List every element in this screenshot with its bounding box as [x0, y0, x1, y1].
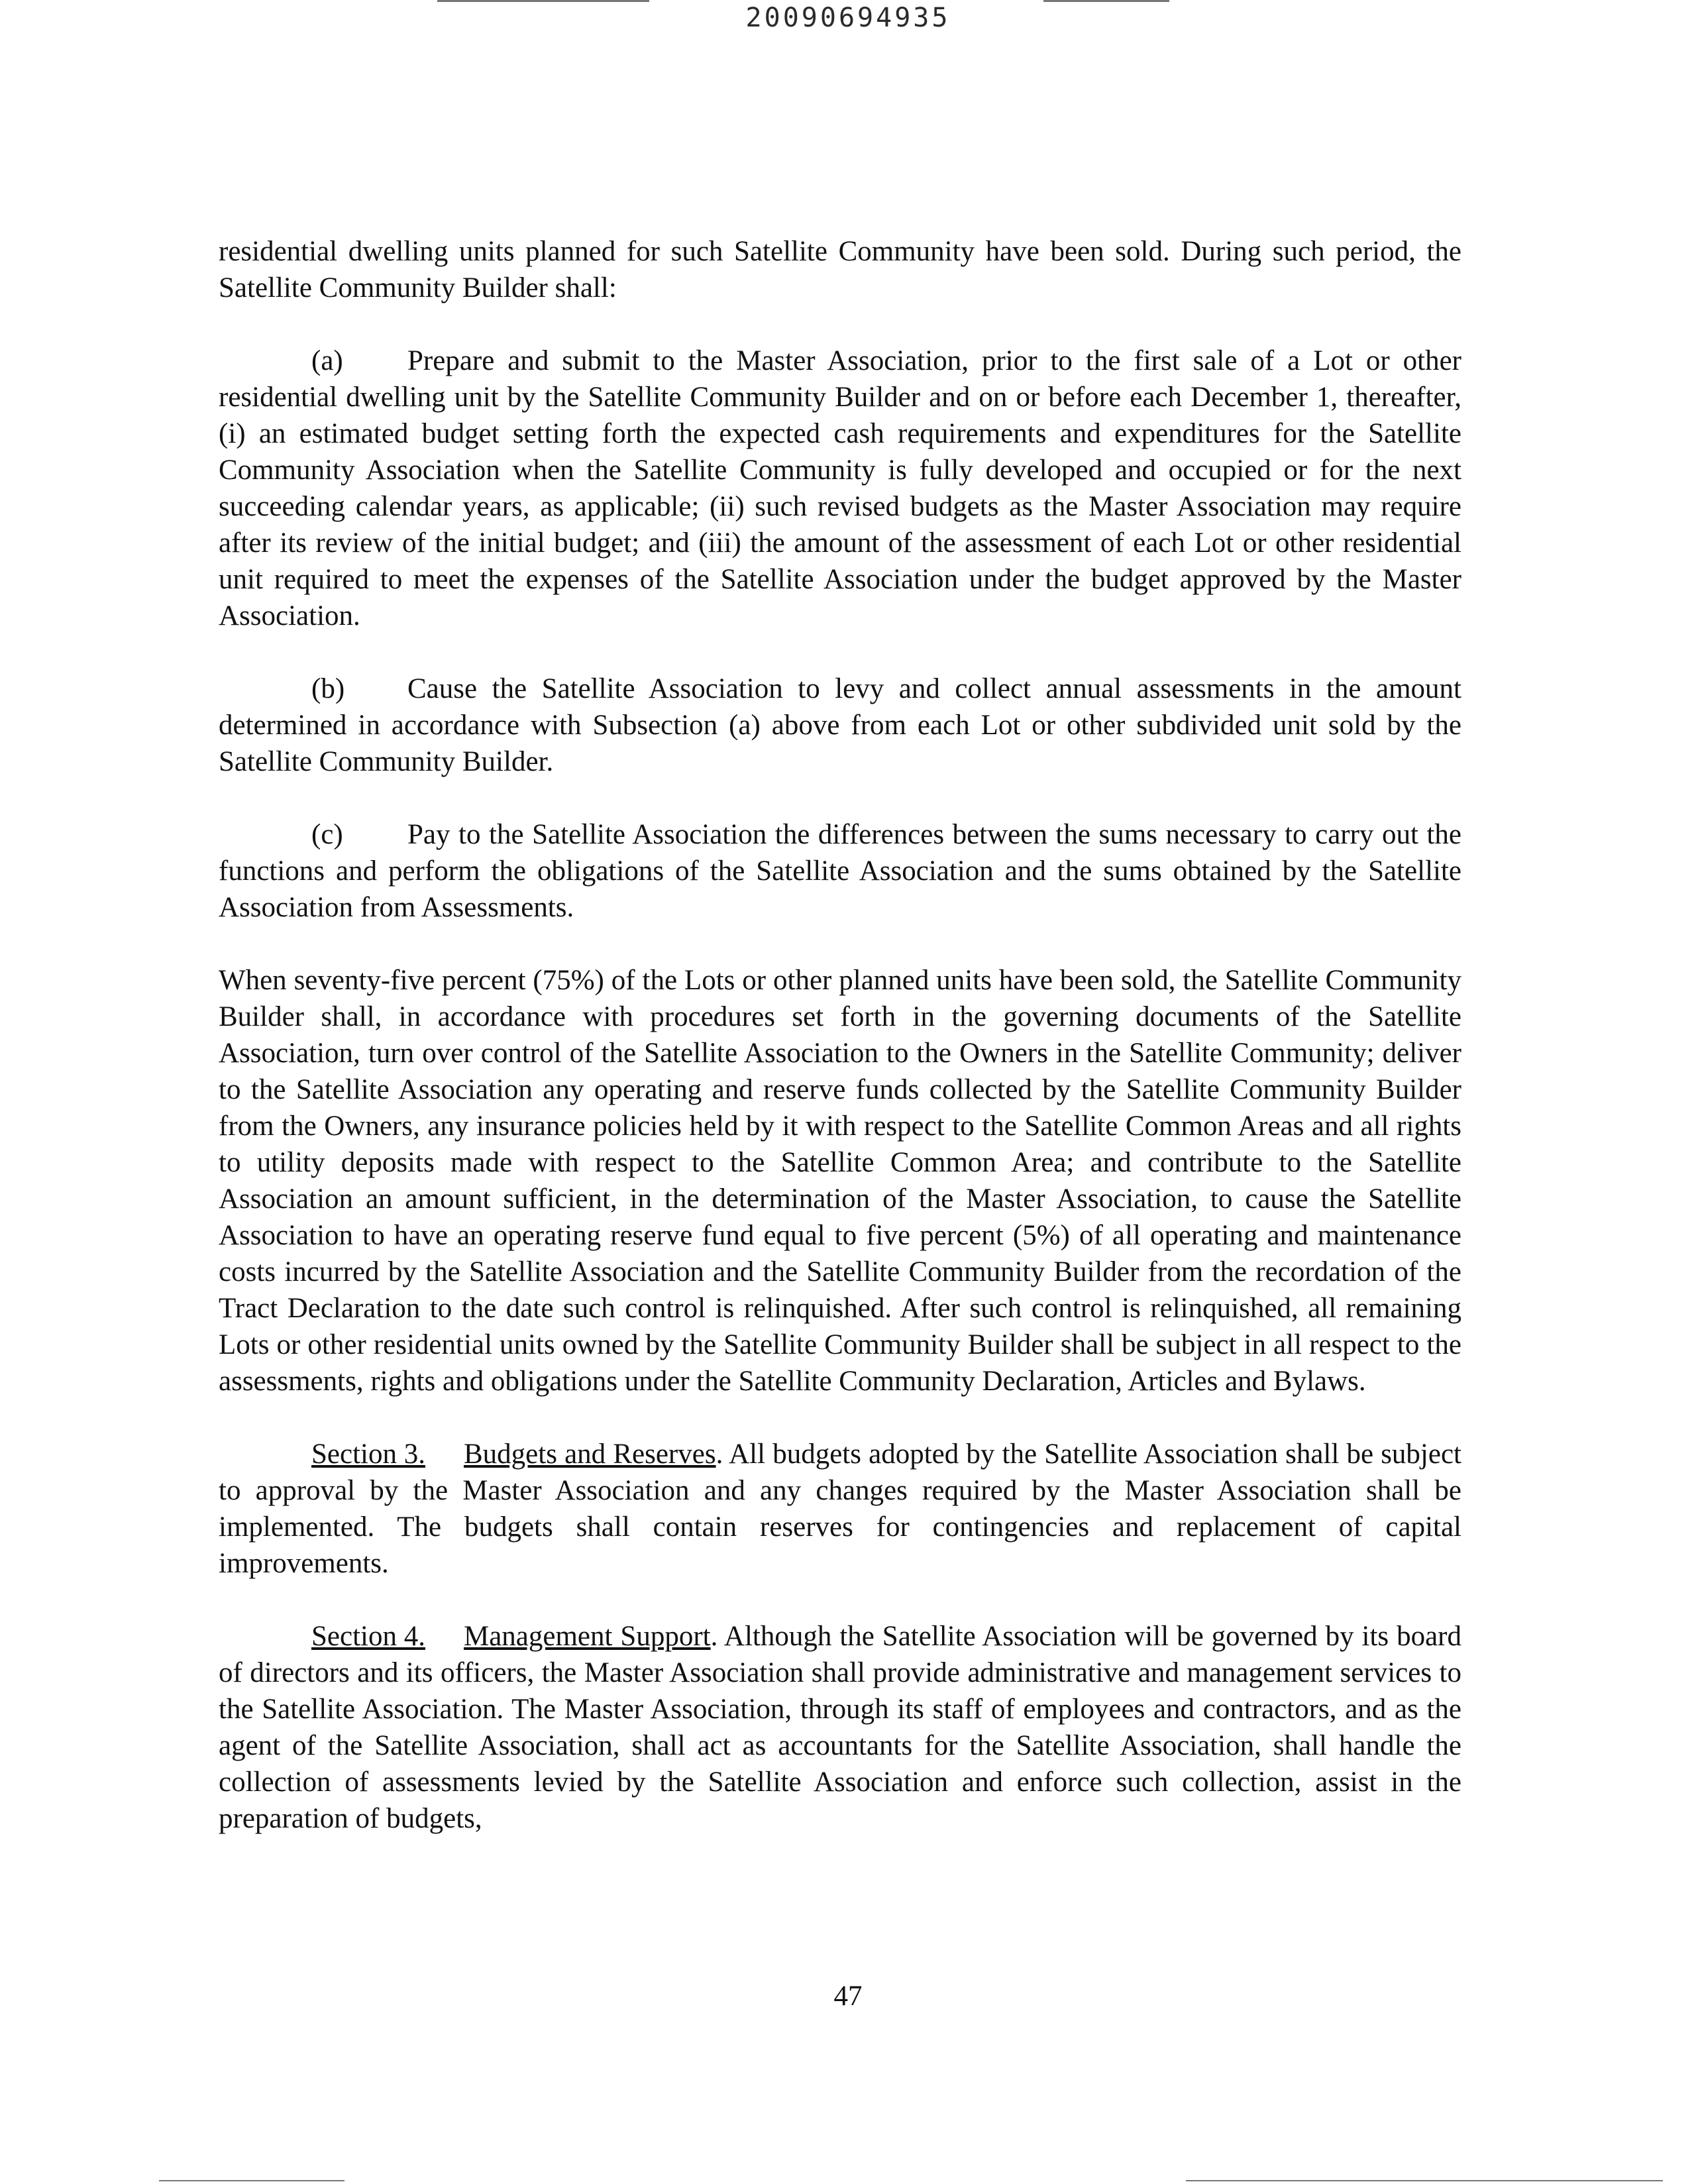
scan-artifact-top-left: [437, 0, 649, 2]
subparagraph-a: [219, 343, 1461, 634]
scan-artifact-top-right: [1043, 0, 1169, 2]
section-3-label: Section 3.: [311, 1439, 425, 1470]
paragraph-turnover: When seventy-five percent (75%) of the Lots or other planned units have been sold, the Satellite Community Builder shall, in accordance with procedures set forth in the governing documents of the Satellite Association, turn over control of the Satellite Association to the Owners in the Satellite Community; deliver to the Satellite Association any operating and reserve funds collected by the Satellite Community Builder from the Owners, any insurance policies held by it with respect to the Satellite Common Areas and all rights to utility deposits made with respect to the Satellite Common Area; and contribute to the Satellite Association an amount sufficient, in the determination of the Master Association, to cause the Satellite Association to have an operating reserve fund equal to five percent (5%) of all operating and maintenance costs incurred by the Satellite Association and the Satellite Community Builder from the recordation of the Tract Declaration to the date such control is relinquished. After such control is relinquished, all remaining Lots or other residential units owned by the Satellite Community Builder shall be subject in all respect to the assessments, rights and obligations under the Satellite Community Declaration, Articles and Bylaws.: [219, 965, 1461, 1397]
section-4-text: . Although the Satellite Association will be governed by its board of directors and its officers, the Master Association shall provide administrative and management services to the Satellite Association. The Master Association, through its staff of employees and contractors, and as the agent of the Satellite Association, shall act as accountants for the Satellite Association, shall handle the collection of assessments levied by the Satellite Association and enforce such collection, assist in the preparation of budgets,: [219, 1621, 1461, 1834]
section-3-text: . All budgets adopted by the Satellite Association shall be subject to approval by the Master Association and any changes required by the Master Association shall be implemented. The budgets shall contain reserves for contingencies and replacement of capital improvements.: [219, 1439, 1462, 1579]
paragraph-continuation: residential dwelling units planned for such Satellite Community have been sold. During such period, the Satellite Community Builder shall:: [219, 236, 1461, 303]
subparagraph-c: [219, 816, 1461, 926]
subparagraph-b-text: Cause the Satellite Association to levy and collect annual assessments in the amount determined in accordance with Subsection (a) above from each Lot or other subdivided unit sold by the Satellite Community Builder.: [219, 673, 1461, 777]
subparagraph-a-text: Prepare and submit to the Master Association, prior to the first sale of a Lot or other residential dwelling unit by the Satellite Community Builder and on or before each December 1, thereafter, (i) an estimated budget setting forth the expected cash requirements and expenditures for the Satellite Community Association when the Satellite Community is fully developed and occupied or for the next succeeding calendar years, as applicable; (ii) such revised budgets as the Master Association may require after its review of the initial budget; and (iii) the amount of the assessment of each Lot or other residential unit required to meet the expenses of the Satellite Association under the budget approved by the Master Association.: [219, 345, 1461, 631]
section-4-label: Section 4.: [311, 1621, 425, 1652]
subparagraph-b-label: (b): [311, 673, 345, 704]
scan-artifact-bottom-right: [1186, 2180, 1663, 2181]
subparagraph-c-text: Pay to the Satellite Association the differences between the sums necessary to carry out the functions and perform the obligations of the Satellite Association and the sums obtained by the Satellite Association from Assessments.: [219, 819, 1461, 923]
section-3-title: Budgets and Reserves: [463, 1439, 716, 1470]
subparagraph-a-label: (a): [311, 345, 343, 376]
subparagraph-c-label: (c): [311, 819, 343, 850]
section-4: [219, 1618, 1461, 1837]
scan-artifact-bottom-left: [159, 2180, 344, 2181]
section-4-title: Management Support: [463, 1621, 711, 1652]
section-3: [219, 1436, 1461, 1582]
subparagraph-b: [219, 671, 1461, 780]
page-number: 47: [833, 1981, 863, 2012]
document-number: 20090694935: [745, 3, 951, 33]
body-text: [219, 233, 1461, 1873]
